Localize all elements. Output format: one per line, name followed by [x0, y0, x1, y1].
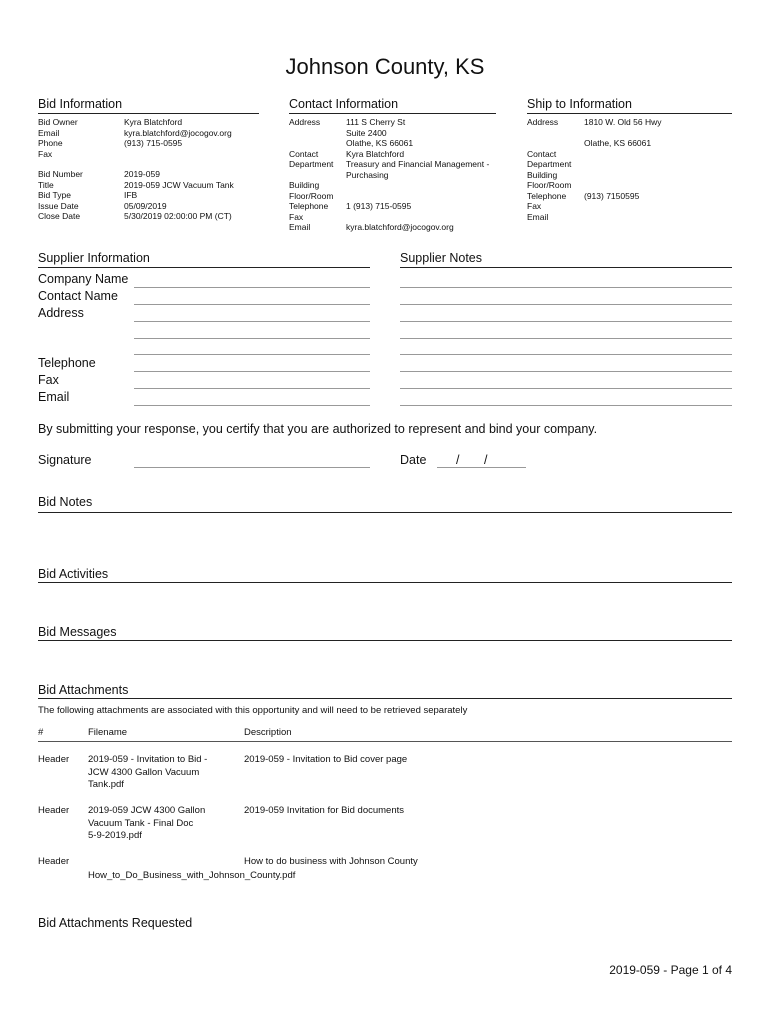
- bid-activities-rule: [38, 582, 732, 583]
- contact-info-values: [346, 117, 489, 233]
- attachment-filename-link[interactable]: [88, 754, 207, 792]
- bid-messages-heading: Bid Messages: [38, 625, 117, 639]
- filename-line: 5-9-2019.pdf: [88, 830, 142, 841]
- company-name-label: Company Name: [38, 272, 129, 286]
- contact-info-labels: [289, 117, 333, 233]
- supplier-notes-heading: Supplier Notes: [400, 251, 482, 265]
- supplier-notes-line[interactable]: [400, 371, 732, 372]
- fax-field-label: Fax: [38, 373, 59, 387]
- supplier-notes-line[interactable]: [400, 304, 732, 305]
- ship-telephone-label: Telephone: [527, 190, 567, 201]
- filename-line: 2019-059 JCW 4300 Gallon: [88, 805, 206, 816]
- ship-fax-label: Fax: [527, 201, 542, 211]
- bid-attachments-heading: Bid Attachments: [38, 683, 129, 697]
- col-filename-header: Filename: [88, 727, 128, 738]
- bid-number-value: 2019-059: [124, 169, 160, 179]
- ship-department-label: Department: [527, 159, 572, 169]
- bid-messages-rule: [38, 640, 732, 641]
- bid-attachments-rule: [38, 698, 732, 699]
- contact-information-heading: Contact Information: [289, 97, 399, 111]
- bid-type-label: Bid Type: [38, 190, 71, 200]
- contact-address-line: Suite 2400: [346, 127, 387, 138]
- phone-label: Phone: [38, 138, 63, 148]
- floor-label: Floor/Room: [289, 190, 334, 201]
- ship-to-values: [584, 117, 661, 201]
- bid-owner-label: Bid Owner: [38, 117, 78, 127]
- title-label: Title: [38, 179, 54, 190]
- attachment-description: 2019-059 - Invitation to Bid cover page: [244, 754, 408, 765]
- email-field-label: Email: [38, 390, 70, 404]
- telephone-field-label: Telephone: [38, 356, 96, 370]
- supplier-notes-rule: [400, 267, 732, 268]
- contact-name-field[interactable]: [134, 304, 370, 305]
- company-name-field[interactable]: [134, 287, 370, 288]
- table-header-rule: [38, 741, 732, 742]
- email-value: kyra.blatchford@jocogov.org: [124, 127, 232, 138]
- filename-line: JCW 4300 Gallon Vacuum: [88, 766, 200, 778]
- ship-floor-label: Floor/Room: [527, 180, 572, 190]
- telephone-label: Telephone: [289, 201, 329, 211]
- bid-activities-heading: Bid Activities: [38, 567, 109, 581]
- filename-line: Vacuum Tank - Final Doc: [88, 817, 194, 829]
- bid-info-values-top: [124, 117, 232, 159]
- bid-attachments-requested-heading: Bid Attachments Requested: [38, 916, 193, 930]
- contact-email-label: Email: [289, 222, 311, 232]
- bid-info-labels-top: [38, 117, 78, 159]
- contact-information-rule: [289, 113, 496, 114]
- signature-field[interactable]: [134, 467, 370, 468]
- certify-text: By submitting your response, you certify that you are authorized to represent and bind your company.: [38, 422, 598, 436]
- ship-email-label: Email: [527, 211, 549, 222]
- ship-contact-label: Contact: [527, 148, 557, 159]
- filename-line: Tank.pdf: [88, 779, 124, 790]
- building-label: Building: [289, 180, 320, 190]
- col-num-header: #: [38, 727, 44, 738]
- close-date-value: 5/30/2019 02:00:00 PM (CT): [124, 211, 232, 221]
- contact-value: Kyra Blatchford: [346, 148, 405, 159]
- supplier-notes-line[interactable]: [400, 338, 732, 339]
- contact-address-line: 111 S Cherry St: [346, 117, 406, 127]
- issue-date-value: 05/09/2019: [124, 200, 167, 211]
- date-slash: /: [484, 453, 488, 467]
- bid-owner-value: Kyra Blatchford: [124, 117, 183, 127]
- email-label: Email: [38, 127, 60, 138]
- date-field[interactable]: [437, 467, 526, 468]
- table-row-num: Header: [38, 754, 70, 765]
- supplier-information-rule: [38, 267, 370, 268]
- bid-notes-rule: [38, 512, 732, 513]
- fax-label: Fax: [38, 148, 53, 159]
- bid-information-rule: [38, 113, 259, 114]
- filename-line: 2019-059 - Invitation to Bid -: [88, 754, 208, 765]
- address-label: Address: [38, 306, 84, 320]
- bid-info-values-bottom: [124, 169, 234, 222]
- page-footer: 2019-059 - Page 1 of 4: [609, 963, 732, 977]
- department-value: Purchasing: [346, 169, 389, 180]
- contact-address-label: Address: [289, 117, 321, 127]
- supplier-notes-line[interactable]: [400, 287, 732, 288]
- ship-to-labels: [527, 117, 571, 222]
- fax-field[interactable]: [134, 388, 370, 389]
- title-value: 2019-059 JCW Vacuum Tank: [124, 179, 234, 190]
- bid-info-labels-bottom: [38, 169, 83, 222]
- attachment-filename-link[interactable]: How_to_Do_Business_with_Johnson_County.pdf: [88, 870, 296, 881]
- department-label: Department: [289, 159, 334, 169]
- contact-address-line: Olathe, KS 66061: [346, 138, 414, 148]
- table-row-num: Header: [38, 805, 70, 816]
- col-description-header: Description: [244, 727, 292, 738]
- supplier-notes-line[interactable]: [400, 388, 732, 389]
- bid-type-value: IFB: [124, 190, 138, 200]
- date-label: Date: [400, 453, 427, 467]
- department-value: Treasury and Financial Management -: [346, 159, 490, 169]
- phone-value: (913) 715-0595: [124, 138, 183, 148]
- bid-number-label: Bid Number: [38, 169, 83, 179]
- attachment-description: 2019-059 Invitation for Bid documents: [244, 805, 405, 816]
- ship-address-line: 1810 W. Old 56 Hwy: [584, 117, 662, 127]
- email-field[interactable]: [134, 405, 370, 406]
- date-slash: /: [456, 453, 460, 467]
- contact-label: Contact: [289, 148, 319, 159]
- ship-address-label: Address: [527, 117, 559, 127]
- telephone-value: 1 (913) 715-0595: [346, 201, 412, 211]
- ship-address-line: Olathe, KS 66061: [584, 138, 652, 148]
- ship-telephone-value: (913) 7150595: [584, 190, 640, 201]
- supplier-notes-line[interactable]: [400, 354, 732, 355]
- issue-date-label: Issue Date: [38, 200, 79, 211]
- contact-email-value: kyra.blatchford@jocogov.org: [346, 222, 454, 232]
- attachments-intro: The following attachments are associated with this opportunity and will need to be retrieved separately: [38, 705, 468, 716]
- bid-information-heading: Bid Information: [38, 97, 123, 111]
- address-field-line[interactable]: [134, 354, 370, 355]
- attachment-description: How to do business with Johnson County: [244, 856, 418, 867]
- contact-fax-label: Fax: [289, 211, 304, 222]
- signature-label: Signature: [38, 453, 92, 467]
- ship-to-heading: Ship to Information: [527, 97, 632, 111]
- supplier-information-heading: Supplier Information: [38, 251, 150, 265]
- supplier-notes-line[interactable]: [400, 405, 732, 406]
- telephone-field[interactable]: [134, 371, 370, 372]
- ship-building-label: Building: [527, 169, 558, 180]
- ship-to-rule: [527, 113, 732, 114]
- contact-name-label: Contact Name: [38, 289, 118, 303]
- fax-value: [124, 149, 232, 160]
- table-row-num: Header: [38, 856, 70, 867]
- address-field-line[interactable]: [134, 321, 370, 322]
- attachment-filename-link[interactable]: [88, 805, 205, 843]
- page-title: Johnson County, KS: [285, 54, 485, 79]
- supplier-notes-line[interactable]: [400, 321, 732, 322]
- bid-notes-heading: Bid Notes: [38, 495, 93, 509]
- close-date-label: Close Date: [38, 211, 81, 221]
- address-field-line[interactable]: [134, 338, 370, 339]
